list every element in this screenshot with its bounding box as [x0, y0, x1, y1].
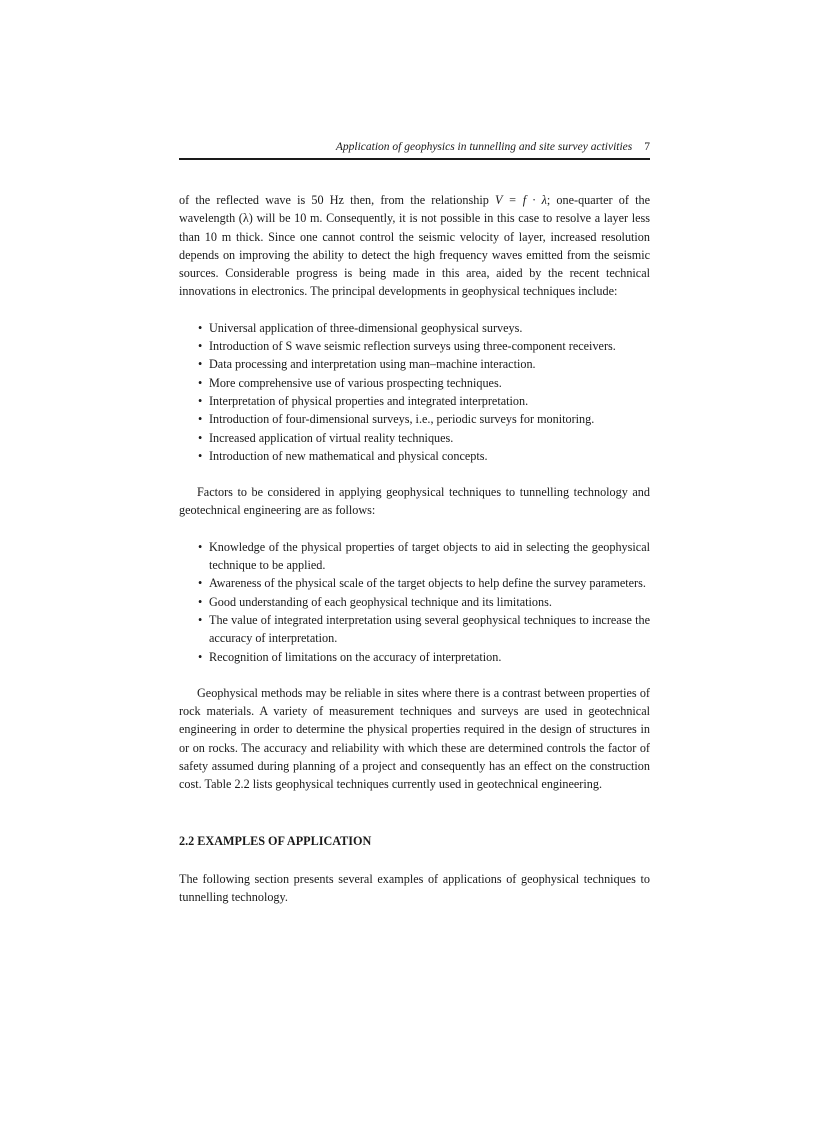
list-item: • Universal application of three-dimensional geophysical surveys. [198, 320, 523, 335]
paragraph-factors-intro: Factors to be considered in applying geophysical techniques to tunnelling technology and geotechnical engineering are as follows: [179, 485, 650, 518]
section-heading: 2.2 EXAMPLES OF APPLICATION [179, 833, 372, 848]
list-item: • Introduction of new mathematical and physical concepts. [198, 448, 488, 463]
paragraph-geophysical-methods: Geophysical methods may be reliable in sites where there is a contrast between properties of rock materials. A variety of measurement techniques and surveys are used in geotechnical engineering in order to determine the physical properties required in the design of structures in or on rocks. The accuracy and reliability with which these are determined controls the factor of safety assumed during planning of a project and consequently has an effect on the construction cost. Table 2.2 lists geophysical techniques currently used in geotechnical engineering. [179, 685, 650, 792]
list-item: • Knowledge of the physical properties of target objects to aid in selecting the geophysical technique to be applied. [198, 539, 650, 573]
list-item: • Interpretation of physical properties and integrated interpretation. [198, 393, 529, 408]
header-rule [179, 158, 650, 160]
list-item: • Introduction of four-dimensional surveys, i.e., periodic surveys for monitoring. [198, 412, 595, 427]
running-head-title: Application of geophysics in tunnelling and site survey activities [335, 141, 633, 153]
paragraph-section-intro: The following section presents several examples of applications of geophysical techniques to tunnelling technology. [179, 871, 650, 905]
list-item: • More comprehensive use of various prospecting techniques. [198, 375, 502, 390]
factors-list [179, 538, 650, 666]
list-item: • Data processing and interpretation using man–machine interaction. [198, 357, 536, 372]
list-item: • Good understanding of each geophysical technique and its limitations. [198, 594, 552, 609]
formula: V = f · λ [495, 193, 547, 207]
list-item: • Awareness of the physical scale of the target objects to help define the survey parameters. [198, 576, 646, 591]
page-number: 7 [644, 141, 650, 153]
list-item: • Recognition of limitations on the accuracy of interpretation. [198, 649, 502, 664]
list-item: • The value of integrated interpretation using several geophysical techniques to increase the accuracy of interpretation. [198, 612, 650, 646]
list-item: • Increased application of virtual reality techniques. [198, 430, 454, 445]
running-head [336, 139, 650, 155]
body-text [179, 191, 650, 907]
paragraph-reflected-wave: of the reflected wave is 50 Hz then, from the relationship V = f · λ; one-quarter of the wavelength (λ) will be 10 m. Consequently, it is not possible in this case to resolve a layer less than 10 m thick. Since one cannot control the seismic velocity of layer, increased resolution depends on improving the ability to detect the high frequency waves emitted from the seismic sources. Considerable progress is being made in this area, aided by the recent technical innovations in electronics. The principal developments in geophysical techniques include: [179, 193, 650, 299]
developments-list [179, 319, 650, 465]
list-item: • Introduction of S wave seismic reflection surveys using three-component receivers. [198, 339, 616, 354]
